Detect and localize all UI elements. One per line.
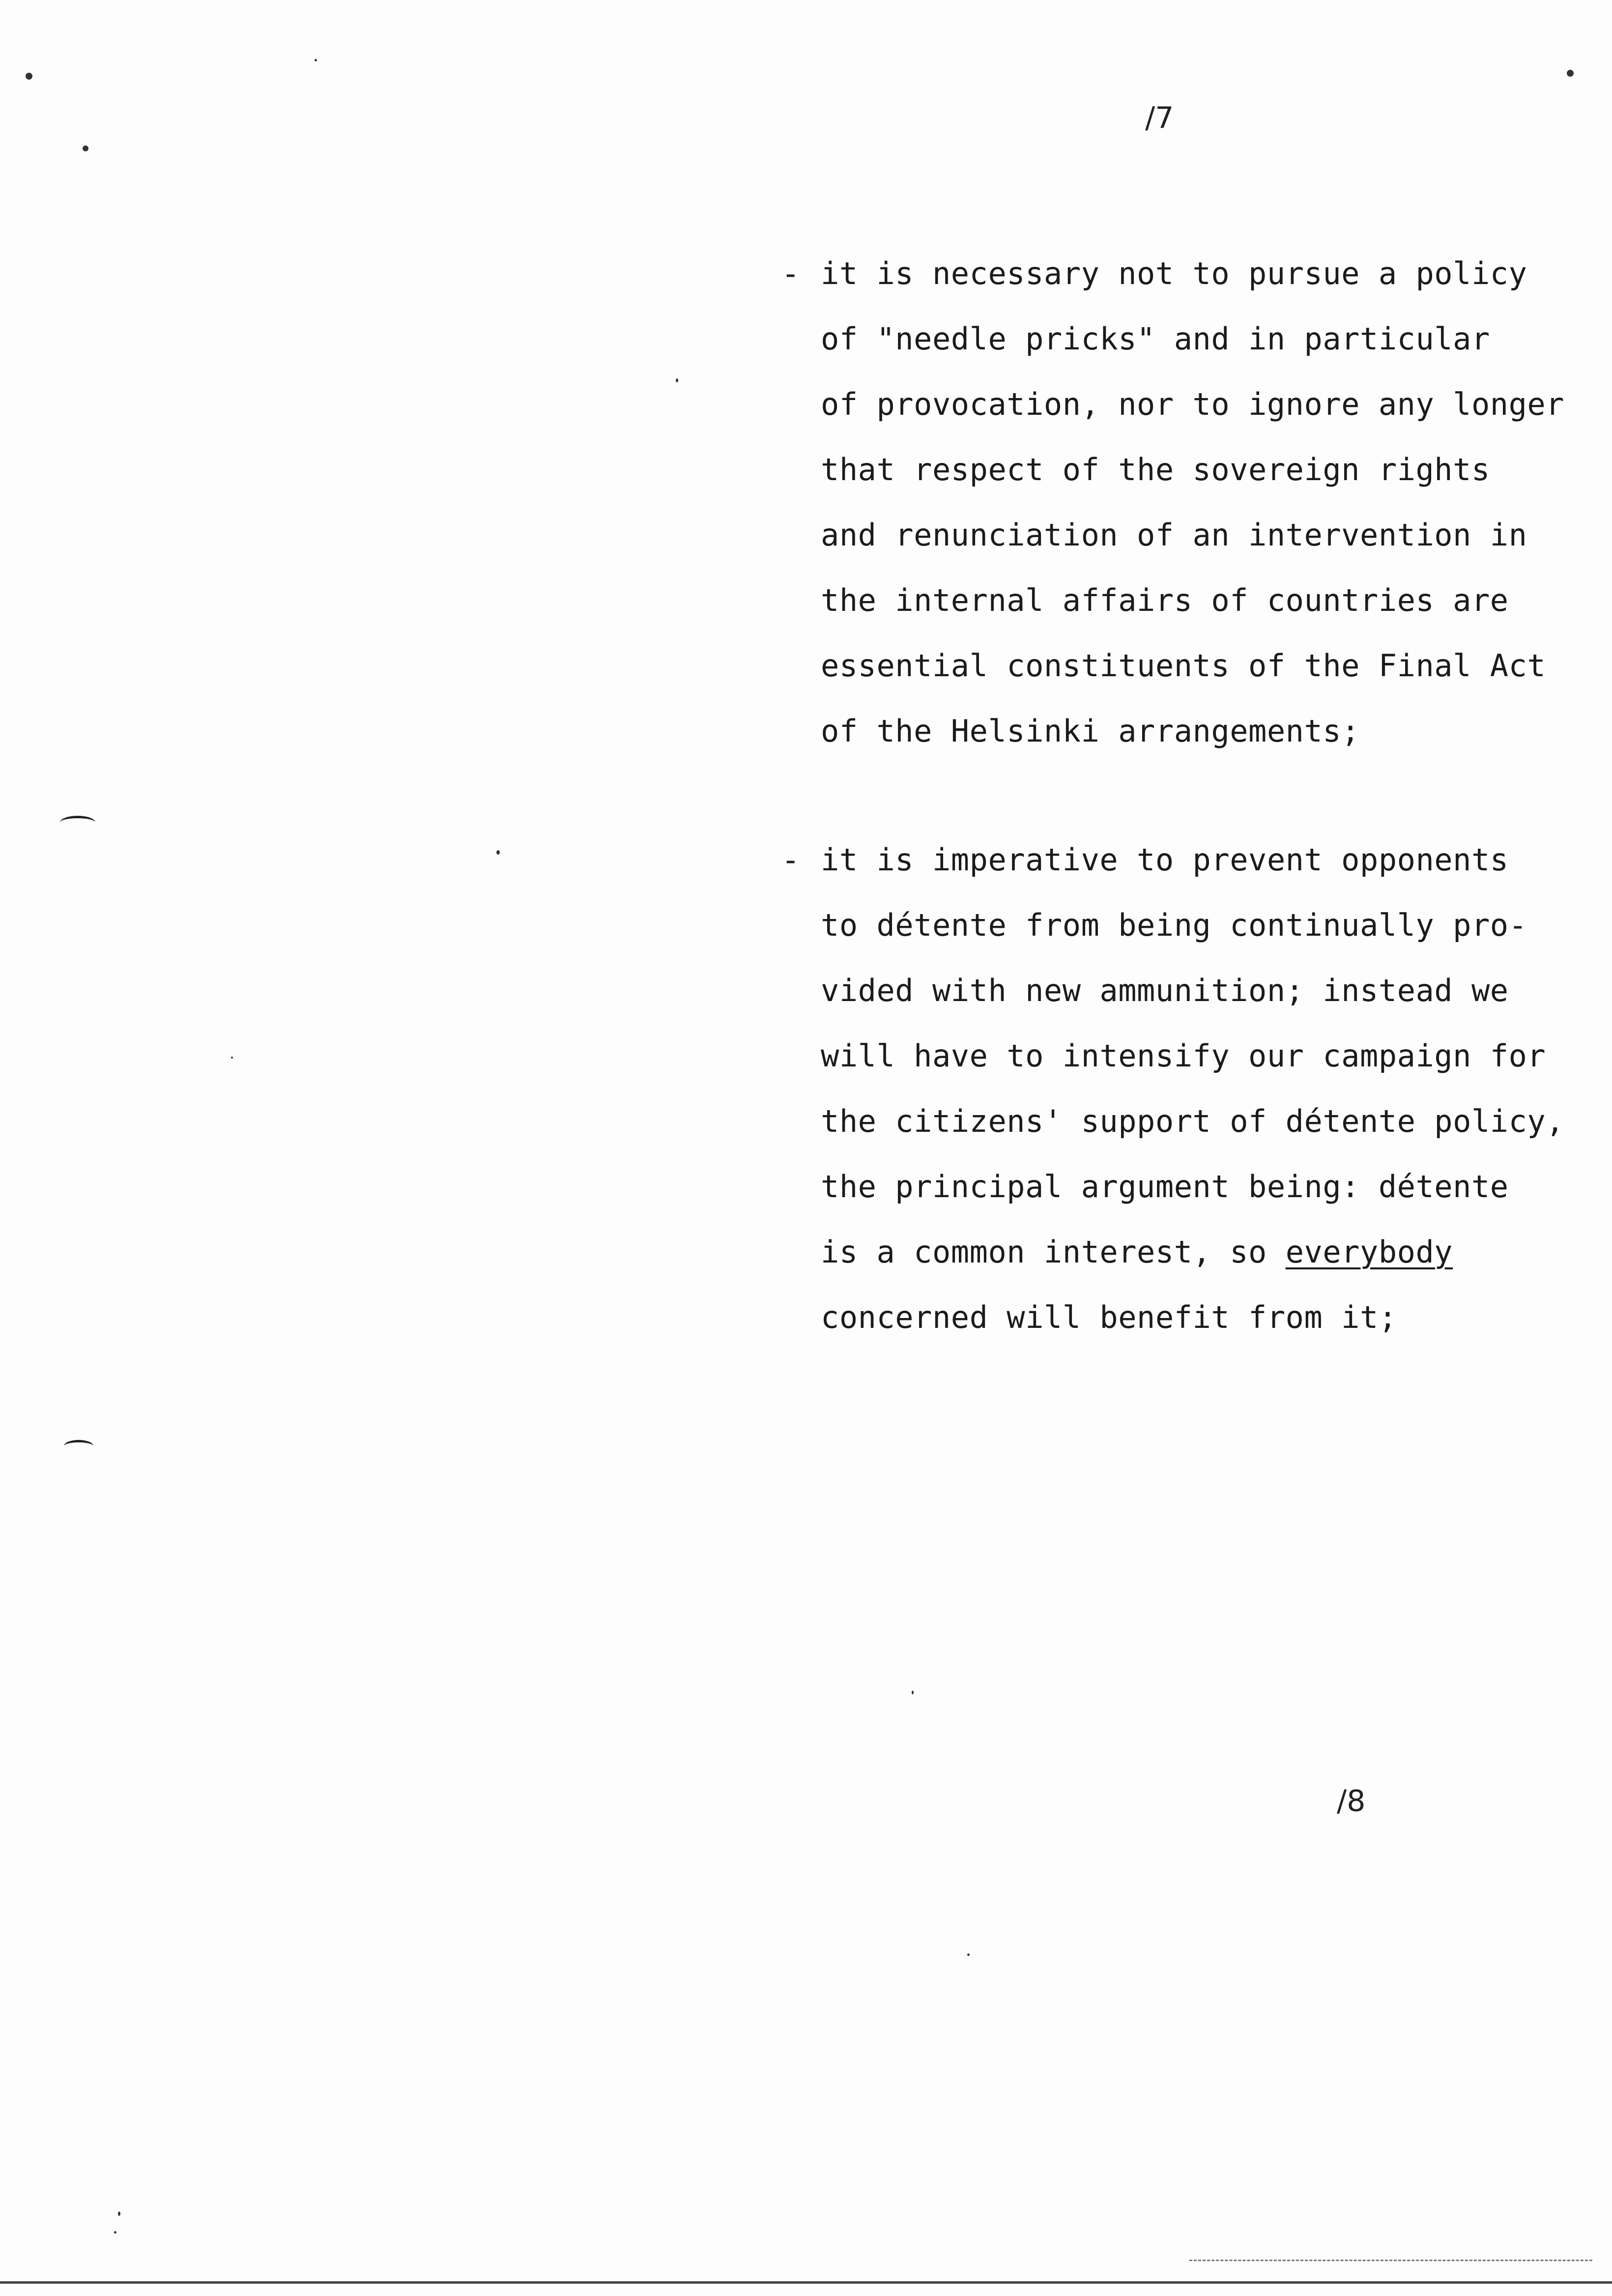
text-line-with-underline	[821, 1219, 1564, 1285]
text-line: of "needle pricks" and in particular	[821, 321, 1490, 357]
scan-speck	[231, 1057, 233, 1059]
scan-speck	[114, 2231, 116, 2234]
text-line: will have to intensify our campaign for	[821, 1038, 1546, 1074]
bullet-text	[821, 827, 1564, 1350]
scan-speck	[912, 1691, 914, 1694]
text-line: that respect of the sovereign rights	[821, 452, 1490, 488]
text-line: it is imperative to prevent opponents	[821, 842, 1509, 878]
scan-speck	[967, 1953, 970, 1956]
scan-speck	[315, 59, 317, 61]
text-line: essential constituents of the Final Act	[821, 648, 1546, 684]
page-bottom-edge	[0, 2281, 1612, 2284]
page-number-next: /8	[1337, 1784, 1366, 1818]
text-line: concerned will benefit from it;	[821, 1299, 1397, 1335]
scan-mark	[64, 1440, 93, 1452]
text-line: the principal argument being: détente	[821, 1169, 1509, 1205]
scan-speck	[676, 378, 678, 382]
scan-speck	[83, 145, 88, 151]
text-line: of the Helsinki arrangements;	[821, 713, 1360, 749]
text-line: the citizens' support of détente policy,	[821, 1103, 1565, 1139]
page-number-current: /7	[1145, 101, 1174, 135]
scan-speck	[496, 850, 500, 855]
text-fragment: is a common interest, so	[821, 1234, 1286, 1270]
text-line: of provocation, nor to ignore any longer	[821, 386, 1565, 422]
bullet-dash: -	[781, 256, 800, 291]
text-line: vided with new ammunition; instead we	[821, 973, 1509, 1008]
underlined-word: everybody	[1285, 1234, 1453, 1270]
scan-speck	[26, 73, 32, 80]
text-line: to détente from being continually pro-	[821, 907, 1527, 943]
text-line: it is necessary not to pursue a policy	[821, 256, 1527, 291]
text-line: the internal affairs of countries are	[821, 582, 1509, 618]
scan-speck	[1567, 70, 1574, 77]
bullet-dash: -	[781, 842, 800, 878]
scan-mark	[60, 816, 95, 829]
text-line: and renunciation of an intervention in	[821, 517, 1527, 553]
scan-speck	[118, 2211, 120, 2216]
bullet-text	[821, 241, 1564, 764]
scan-edge-mark	[1189, 2260, 1592, 2261]
